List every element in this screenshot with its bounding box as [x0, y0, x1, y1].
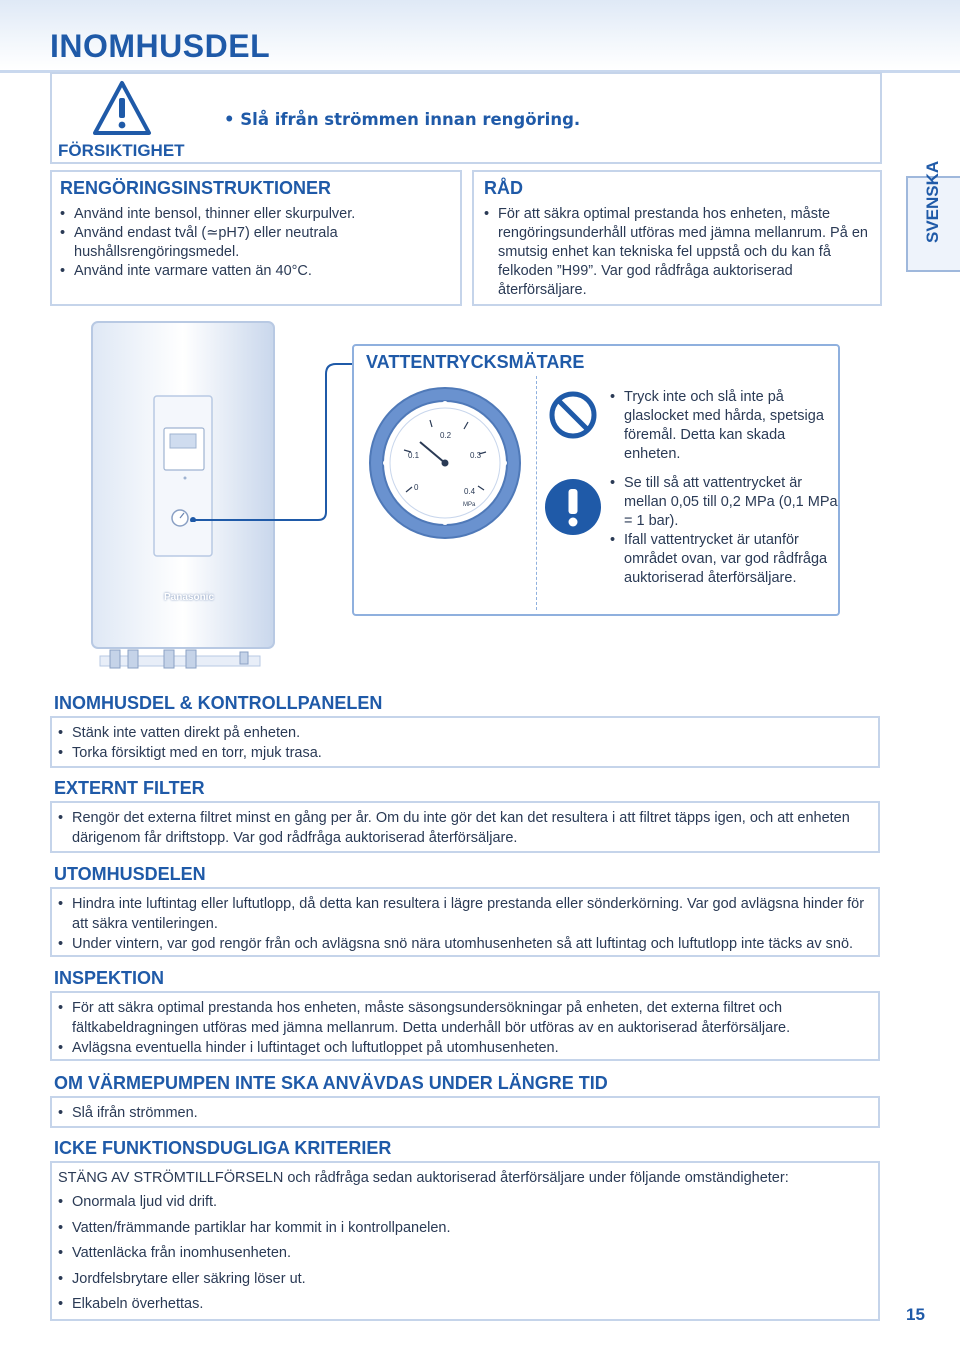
list-item: • Tryck inte och slå inte på glaslocket med hårda, spetsiga föremål. Detta kan skada enheten.	[610, 388, 838, 464]
cleaning-heading: RENGÖRINGSINSTRUKTIONER	[60, 178, 332, 198]
section-box	[50, 801, 880, 853]
list-item: • För att säkra optimal prestanda hos enheten, måste rengöringsunderhåll utföras med jämna mellanrum. På en smutsig enhet kan tekniska fel uppstå och du kan få felkoden ”H99”. Var god rådfråga auktoriserad återförsäljare.	[484, 205, 872, 300]
gauge-label-0-2: 0.2	[440, 431, 452, 440]
list-item: • Stänk inte vatten direkt på enheten.	[58, 723, 870, 743]
section-heading: UTOMHUSDELEN	[54, 864, 206, 884]
section-box	[50, 887, 880, 957]
section-box	[50, 991, 880, 1061]
pressure-gauge-icon	[368, 382, 522, 544]
gauge-divider	[536, 376, 537, 610]
pressure-gauge-list	[610, 388, 838, 588]
section-heading: EXTERNT FILTER	[54, 778, 205, 798]
cleaning-list	[60, 205, 360, 281]
section-box	[50, 1161, 880, 1321]
advice-heading: RÅD	[484, 178, 523, 198]
section-heading: INOMHUSDEL & KONTROLLPANELEN	[54, 693, 383, 713]
page-number: 15	[906, 1305, 925, 1324]
section-box	[50, 716, 880, 768]
list-item: • Torka försiktigt med en torr, mjuk trasa.	[58, 743, 870, 763]
prohibited-icon	[548, 390, 598, 440]
gauge-unit: MPa	[463, 502, 476, 508]
section-heading: OM VÄRMEPUMPEN INTE SKA ANVÄVDAS UNDER LÄNGRE TID	[54, 1073, 608, 1093]
section-heading: INSPEKTION	[54, 968, 165, 988]
list-item: • Hindra inte luftintag eller luftutlopp, då detta kan resultera i lägre prestanda eller sönderkörning. Var god avlägsna hinder för att säkra ventileringen.	[58, 894, 870, 934]
gauge-label-0-1: 0.1	[408, 451, 420, 460]
exclamation-icon	[543, 477, 603, 537]
caution-text: • Slå ifrån strömmen innan rengöring.	[224, 110, 581, 129]
list-item: • Använd inte bensol, thinner eller skurpulver.	[60, 205, 360, 224]
pressure-gauge-heading: VATTENTRYCKSMÄTARE	[366, 352, 585, 372]
list-item: • Använd inte varmare vatten än 40°C.	[60, 262, 360, 281]
list-item: • Använd endast tvål (≃pH7) eller neutrala hushållsrengöringsmedel.	[60, 224, 360, 262]
section-box	[50, 1096, 880, 1128]
page-title: INOMHUSDEL	[50, 28, 271, 64]
list-item: • Vatten/främmande partiklar har kommit in i kontrollpanelen.	[58, 1218, 870, 1238]
advice-box	[472, 170, 882, 306]
list-item: • Under vintern, var god rengör från och avlägsna snö nära utomhusenheten så att luftintag och luftutlopp inte täcks av snö.	[58, 934, 870, 954]
connector-line	[186, 362, 356, 522]
cleaning-instructions-box	[50, 170, 462, 306]
section-intro: STÄNG AV STRÖMTILLFÖRSELN och rådfråga sedan auktoriserad återförsäljare under följande omständigheter:	[58, 1170, 789, 1186]
list-item: • Elkabeln överhettas.	[58, 1294, 870, 1314]
list-item: • Onormala ljud vid drift.	[58, 1192, 870, 1212]
gauge-label-0-4: 0.4	[464, 487, 476, 496]
section-heading: ICKE FUNKTIONSDUGLIGA KRITERIER	[54, 1138, 392, 1158]
list-item: • Jordfelsbrytare eller säkring löser ut.	[58, 1269, 870, 1289]
list-item: • Se till så att vattentrycket är mellan 0,05 till 0,2 MPa (0,1 MPa = 1 bar).	[610, 474, 838, 531]
list-item: • Slå ifrån strömmen.	[58, 1103, 870, 1123]
language-tab-label: SVENSKA	[923, 160, 942, 243]
warning-triangle-icon	[92, 80, 152, 136]
list-item: • Ifall vattentrycket är utanför området ovan, var god rådfråga auktoriserad återförsäljare.	[610, 531, 838, 588]
gauge-label-0-3: 0.3	[470, 451, 482, 460]
list-item: • För att säkra optimal prestanda hos enheten, måste säsongsundersökningar på enheten, det externa filtret och fältkabeldragningen utföras med jämna mellanrum. Detta underhåll bör utföras av en auktoriserad återförsäljare.	[58, 998, 870, 1038]
caution-label: FÖRSIKTIGHET	[58, 141, 185, 160]
list-item: • Avlägsna eventuella hinder i luftintaget och luftutloppet på utomhusenheten.	[58, 1038, 870, 1058]
list-item: • Rengör det externa filtret minst en gång per år. Om du inte gör det kan det resultera i att filtret täpps igen, och att enheten därigenom får driftstopp. Var god rådfråga auktoriserad återförsäljare.	[58, 808, 870, 848]
gauge-label-0: 0	[414, 483, 419, 492]
advice-list	[484, 205, 872, 300]
brand-logo: Panasonic	[164, 592, 215, 603]
list-item: • Vattenläcka från inomhusenheten.	[58, 1243, 870, 1263]
